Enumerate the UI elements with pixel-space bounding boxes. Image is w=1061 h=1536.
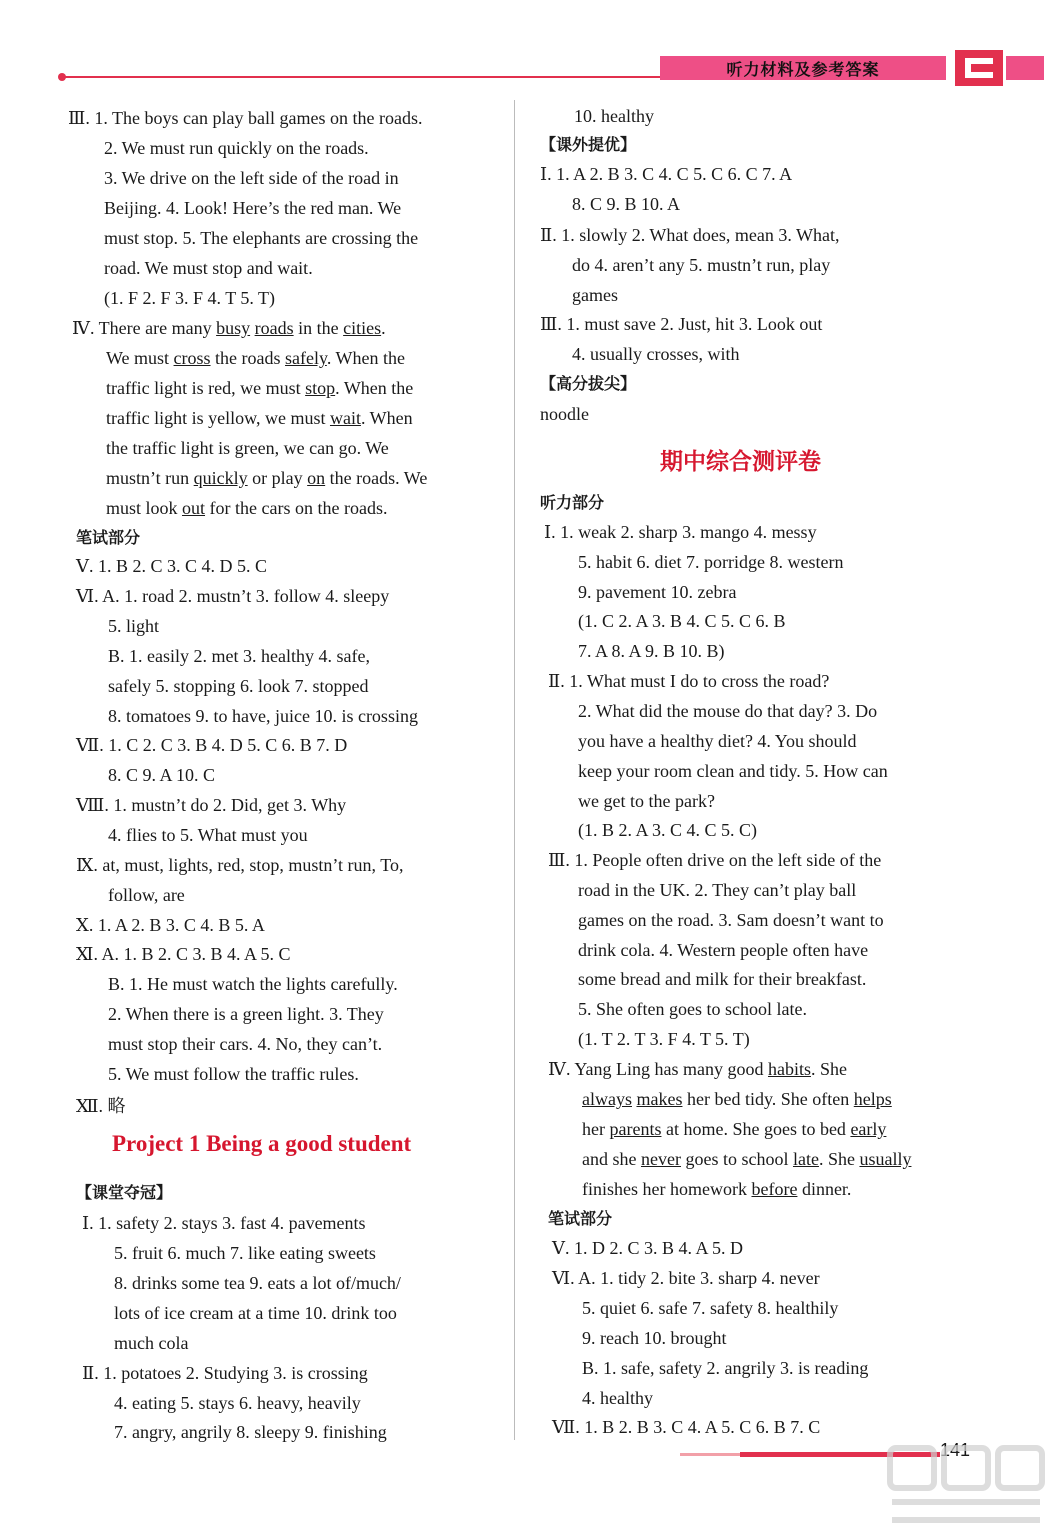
answer-line: Ⅵ. A. 1. tidy 2. bite 3. sharp 4. never <box>552 1268 820 1288</box>
answer-line: games on the road. 3. Sam doesn’t want to <box>578 910 884 930</box>
answer-line: follow, are <box>108 885 185 905</box>
answer-line: noodle <box>540 404 589 424</box>
answer-line: 5. light <box>108 616 160 636</box>
answer-line: 2. When there is a green light. 3. They <box>108 1004 384 1024</box>
answer-line: B. 1. easily 2. met 3. healthy 4. safe, <box>108 646 370 666</box>
answer-line: we get to the park? <box>578 791 715 811</box>
answer-line: 3. We drive on the left side of the road in <box>104 168 399 188</box>
answer-word: late <box>792 1149 819 1169</box>
section-heading: 【课外提优】 <box>540 135 637 154</box>
passage-line: must look out for the cars on the roads. <box>106 498 388 518</box>
answer-line: 2. What did the mouse do that day? 3. Do <box>578 701 878 721</box>
answer-line: 4. healthy <box>582 1388 653 1408</box>
answer-line: some bread and milk for their breakfast. <box>578 969 867 989</box>
answer-line: safely 5. stopping 6. look 7. stopped <box>108 676 369 696</box>
answer-word: cross <box>173 348 211 368</box>
footer-rule-fade <box>680 1453 740 1456</box>
answer-line: Ⅱ. 1. What must I do to cross the road? <box>548 671 830 691</box>
answer-word: busy <box>216 318 251 338</box>
answer-line: 8. drinks some tea 9. eats a lot of/much/ <box>114 1273 401 1293</box>
passage-line: mustn’t run quickly or play on the roads. We <box>106 468 428 488</box>
passage-line: finishes her homework before dinner. <box>582 1179 852 1199</box>
answer-line: you have a healthy diet? 4. You should <box>578 731 857 751</box>
answer-line: 9. reach 10. brought <box>582 1328 727 1348</box>
answer-word: wait <box>329 408 361 428</box>
answer-line: Ⅶ. 1. B 2. B 3. C 4. A 5. C 6. B 7. C <box>552 1417 821 1437</box>
answer-line: (1. T 2. T 3. F 4. T 5. T) <box>578 1029 750 1049</box>
column-divider <box>514 100 515 1440</box>
answer-line: do 4. aren’t any 5. mustn’t run, play <box>572 255 831 275</box>
answer-word: never <box>640 1149 681 1169</box>
answer-word: early <box>850 1119 887 1139</box>
header-tab-end <box>1006 56 1044 80</box>
answer-word: cities <box>343 318 382 338</box>
answer-line: Ⅺ. A. 1. B 2. C 3. B 4. A 5. C <box>76 944 291 964</box>
answer-line: 9. pavement 10. zebra <box>578 582 737 602</box>
section-heading: 笔试部分 <box>76 528 141 547</box>
passage-line: the traffic light is green, we can go. We <box>106 438 389 458</box>
answer-line: 4. flies to 5. What must you <box>108 825 308 845</box>
answer-line: (1. B 2. A 3. C 4. C 5. C) <box>578 820 758 840</box>
answer-line: 10. healthy <box>574 106 654 126</box>
answer-line: road. We must stop and wait. <box>104 258 313 278</box>
answer-line: 7. angry, angrily 8. sleepy 9. finishing <box>114 1422 387 1442</box>
answer-line: 5. quiet 6. safe 7. safety 8. healthily <box>582 1298 839 1318</box>
passage-line: traffic light is yellow, we must wait. When <box>106 408 413 428</box>
passage-line: We must cross the roads safely. When the <box>106 348 405 368</box>
passage-line: Ⅳ. There are many busy roads in the cities. <box>72 318 386 338</box>
passage-line: and she never goes to school late. She usually <box>582 1149 912 1169</box>
answer-line: Ⅲ. 1. The boys can play ball games on the roads. <box>68 108 423 128</box>
answer-line: Ⅰ. 1. weak 2. sharp 3. mango 4. messy <box>544 522 817 542</box>
answer-line: Ⅰ. 1. safety 2. stays 3. fast 4. pavements <box>82 1213 366 1233</box>
header-rule <box>62 76 660 78</box>
answer-line: B. 1. He must watch the lights carefully. <box>108 974 398 994</box>
passage-line: always makes her bed tidy. She often helps <box>582 1089 892 1109</box>
header-logo-icon <box>955 50 1003 86</box>
answer-line: 4. eating 5. stays 6. heavy, heavily <box>114 1393 361 1413</box>
answer-word: stop <box>305 378 336 398</box>
answer-line: 5. We must follow the traffic rules. <box>108 1064 359 1084</box>
answer-line: 5. habit 6. diet 7. porridge 8. western <box>578 552 844 572</box>
answer-line: 5. fruit 6. much 7. like eating sweets <box>114 1243 376 1263</box>
answer-line: keep your room clean and tidy. 5. How can <box>578 761 888 781</box>
answer-line: road in the UK. 2. They can’t play ball <box>578 880 857 900</box>
midterm-title: 期中综合测评卷 <box>660 449 821 475</box>
answer-line: Ⅴ. 1. D 2. C 3. B 4. A 5. D <box>552 1238 744 1258</box>
passage-line: Ⅳ. Yang Ling has many good habits. She <box>548 1059 847 1079</box>
answer-line: 8. C 9. A 10. C <box>108 765 216 785</box>
answer-word: before <box>751 1179 798 1199</box>
section-heading: 笔试部分 <box>548 1209 613 1228</box>
answer-word: always <box>582 1089 632 1109</box>
answer-line: Ⅴ. 1. B 2. C 3. C 4. D 5. C <box>76 556 268 576</box>
answer-line: 5. She often goes to school late. <box>578 999 807 1019</box>
section-heading: 【课堂夺冠】 <box>76 1183 173 1202</box>
answer-line: Ⅷ. 1. mustn’t do 2. Did, get 3. Why <box>76 795 347 815</box>
section-heading: 【高分拔尖】 <box>540 374 637 393</box>
answer-word: roads <box>254 318 294 338</box>
answer-line: Ⅶ. 1. C 2. C 3. B 4. D 5. C 6. B 7. D <box>76 735 348 755</box>
answer-line: Beijing. 4. Look! Here’s the red man. We <box>104 198 402 218</box>
section-heading: 听力部分 <box>540 493 605 512</box>
answer-line: Ⅱ. 1. slowly 2. What does, mean 3. What, <box>540 225 840 245</box>
answer-word: out <box>182 498 206 518</box>
answer-line: B. 1. safe, safety 2. angrily 3. is reading <box>582 1358 869 1378</box>
answer-word: habits <box>767 1059 811 1079</box>
answer-line: 2. We must run quickly on the roads. <box>104 138 369 158</box>
answer-word: parents <box>609 1119 662 1139</box>
answer-line: 8. C 9. B 10. A <box>572 194 681 214</box>
answer-line: Ⅱ. 1. potatoes 2. Studying 3. is crossing <box>82 1363 368 1383</box>
answer-line: Ⅹ. 1. A 2. B 3. C 4. B 5. A <box>76 915 265 935</box>
project-title: Project 1 Being a good student <box>112 1131 412 1156</box>
answer-line: 7. A 8. A 9. B 10. B) <box>578 641 725 661</box>
answer-line: 4. usually crosses, with <box>572 344 740 364</box>
answer-line: Ⅵ. A. 1. road 2. mustn’t 3. follow 4. sleepy <box>76 586 390 606</box>
answer-line: Ⅲ. 1. People often drive on the left side of the <box>548 850 882 870</box>
answer-word: helps <box>853 1089 892 1109</box>
answer-line: Ⅲ. 1. must save 2. Just, hit 3. Look out <box>540 314 823 334</box>
answer-line: 8. tomatoes 9. to have, juice 10. is crossing <box>108 706 418 726</box>
answer-line: Ⅰ. 1. A 2. B 3. C 4. C 5. C 6. C 7. A <box>540 164 793 184</box>
answer-word: quickly <box>193 468 248 488</box>
answer-word: safely <box>285 348 327 368</box>
passage-line: her parents at home. She goes to bed early <box>582 1119 887 1139</box>
answer-line: must stop their cars. 4. No, they can’t. <box>108 1034 383 1054</box>
answer-word: makes <box>636 1089 683 1109</box>
answer-line: (1. F 2. F 3. F 4. T 5. T) <box>104 288 276 308</box>
answer-line: drink cola. 4. Western people often have <box>578 940 869 960</box>
answer-line: much cola <box>114 1333 189 1353</box>
answer-line: games <box>572 285 618 305</box>
header-title: 听力材料及参考答案 <box>660 56 946 80</box>
watermark-logo-icon <box>880 1440 1056 1532</box>
answer-word: on <box>307 468 326 488</box>
answer-line: (1. C 2. A 3. B 4. C 5. C 6. B <box>578 611 786 631</box>
passage-line: traffic light is red, we must stop. When the <box>106 378 414 398</box>
answer-line: Ⅻ. 略 <box>76 1096 126 1116</box>
header-rule-dot <box>58 73 66 81</box>
answer-line: must stop. 5. The elephants are crossing the <box>104 228 419 248</box>
answer-line: lots of ice cream at a time 10. drink too <box>114 1303 397 1323</box>
page-number: 141 <box>940 1440 971 1460</box>
answer-line: Ⅸ. at, must, lights, red, stop, mustn’t run, To, <box>76 855 404 875</box>
answer-word: usually <box>859 1149 912 1169</box>
